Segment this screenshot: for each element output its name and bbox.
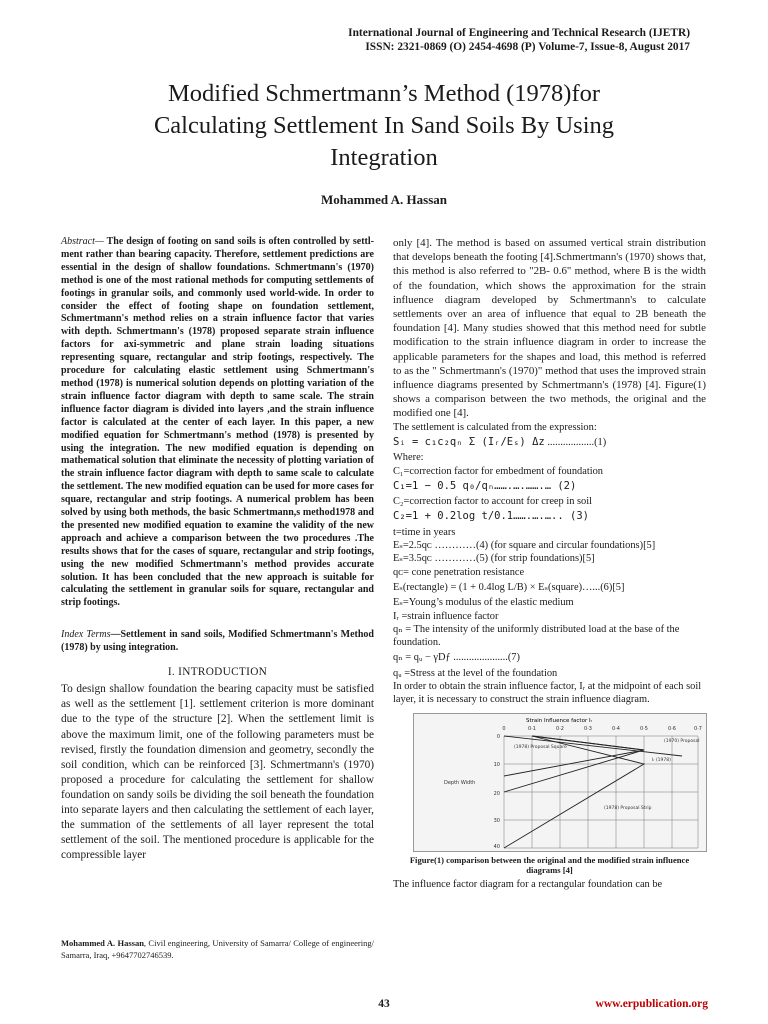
y-tick: 0 (496, 733, 500, 740)
equation-1 (393, 436, 706, 449)
x-tick: 0·4 (612, 725, 620, 732)
continuing-text: The influence factor diagram for a rectangular foundation can be (393, 878, 663, 890)
strain-influence-paragraph: In order to obtain the strain influence factor, Iᵣ at the midpoint of each soil layer, it is necessary to construct the strain influence diagram. (393, 680, 702, 706)
equation-7: qₙ = qᵤ − γDƒ .....................(7) (393, 652, 520, 664)
abstract-lead: Abstract— (61, 236, 104, 247)
x-tick: 0·6 (668, 725, 676, 732)
qu-definition: qᵤ =Stress at the level of the foundation (393, 667, 558, 679)
label-1978-square: (1978) Proposal Square (514, 744, 567, 750)
t-definition: t=time in years (393, 526, 456, 538)
equation-2-formula: C₁=1 − 0.5 q₀/qₙ…….….…….… (2) (393, 479, 577, 492)
index-terms (61, 628, 374, 654)
title-line-1: Modified Schmertmann’s Method (1978)for (167, 80, 601, 107)
author-name: Mohammed A. Hassan (320, 192, 448, 207)
c1-definition: C₁=correction factor for embedment of foundation (393, 465, 604, 477)
title-line-3: Integration (330, 144, 438, 171)
y-axis-label: Depth Width (444, 779, 476, 786)
introduction-text: To design shallow foundation the bearing capacity must be satisfied as well as the settlement [1]. settlement criterion is more dominant due to the type of the structure [2]. When the settlement limit is above the maximum limit, one of the following parameters must be revised, firstly the foundation dimension and geometry, secondly the soil condition, which can be reinforced [3]. Schmertmann's (1970) proposed a procedure for calculating the settlement for shallow foundation on sandy soils be dividing the soil beneath the foundation into separate layers and then calculating the settlement of each layer, the summation of the settlements of all layer represent the total settlement of the soil. The mentioned procedure is applicable for the compressible layer (61, 683, 374, 862)
abstract-text: The design of footing on sand soils is often controlled by settl-ment rather than bearing capacity. Therefore, settlement predictions are essential in the design of shallow foundations. Schmertmann's (1970) method is one of the most rational methods for computing settlements of footings in granular soils, and commonly used world-wide. In order to consider the effect of footing shape on foundation settlement, Schmertmann's method relies on a strain influence factor that varies with depth. Schmertmann's (1978) proposed separate strain influence factors for axi-symmetric and plane strain loading situations representing square, rectangular and strip footings, respectively. The procedure for calculating elastic settlement using Schmertmann's method (1978) is numerical solution depends on plotting variation of the strain influence factor diagram with depth to same scale. The strain influence factor diagram is divided into layers ,and the strain influence factor is calculated at the center of each layer. In this paper, a new modified equation for Schmertmann's method (1978) is presented by using the integration. The new modified equation is depending on mathematical solution that eliminate the necessity of plotting variation of the strain influence factor diagram with depth to same scale to calculate the settlement. The new modified equation can be used for more cases for square, rectangular and strip footings. A numerical problem has been solved by using both methods, the basic Schmertmann,s method1978 and the presented new modified equation to examine the validity of the new approach and achieve a comparison between the two procedures .The results shows that for the cases of square, rectangular and strip footings, using the new modified Schmertmann's method provides accurate solution. It has been concluded that the new approach is suitable for calculating the settlement in granular soils for square, rectangular and strip footings. (61, 236, 374, 609)
paper-title (60, 78, 708, 174)
where-label: Where: (393, 452, 424, 464)
qc-definition: qᴄ= cone penetration resistance (393, 566, 525, 578)
x-tick: 0·3 (584, 725, 592, 732)
index-terms-lead: Index Terms (61, 629, 111, 641)
right-column (393, 236, 706, 891)
journal-issn: ISSN: 2321-0869 (O) 2454-4698 (P) Volume-7, Issue-8, August 2017 (365, 41, 690, 53)
x-tick: 0 (502, 725, 506, 732)
es-definition: Eₛ=Young’s modulus of the elastic medium (393, 597, 574, 609)
section-heading-introduction: I. INTRODUCTION (167, 666, 268, 679)
label-1978-strip: (1978) Proposal Strip (604, 805, 652, 811)
author-footnote (61, 938, 374, 961)
equation-4: Eₛ=2.5qᴄ …………(4) (for square and circular foundations)[5] (393, 540, 656, 552)
footnote-affiliation: , Civil engineering, University of Samarra/ College of engineering/ Samarra, Iraq, +9647702746539. (61, 938, 374, 960)
equation-3-formula: C₂=1 + 0.2log t/0.1…….….….. (3) (393, 510, 589, 523)
x-tick: 0·1 (528, 725, 536, 732)
x-tick: 0·2 (556, 725, 564, 732)
title-line-2: Calculating Settlement In Sand Soils By Using (153, 112, 615, 139)
x-tick: 0·5 (640, 725, 648, 732)
y-tick: 30 (493, 817, 500, 824)
equation-2 (393, 480, 706, 493)
equation-6: Eₛ(rectangle) = (1 + 0.4log L/B) × Eₛ(square)…...(6)[5] (393, 581, 625, 593)
index-terms-text: —Settlement in sand soils, Modified Schmertmann's Method (1978) by using integration. (61, 629, 374, 654)
journal-name: International Journal of Engineering and Technical Research (IJETR) (348, 27, 690, 39)
y-tick: 10 (493, 761, 500, 768)
equation-1-formula: Sᵢ = c₁c₂qₙ Σ (Iᵣ/Eₛ) Δz (393, 435, 545, 448)
figure-1 (413, 713, 707, 852)
figure-title: Strain Influence factor Iᵣ (525, 717, 593, 724)
y-tick: 40 (493, 843, 500, 850)
equation-3 (393, 510, 706, 523)
left-column (61, 236, 374, 863)
figure-1-caption: Figure(1) comparison between the original and the modified strain influence diagrams [4] (409, 854, 690, 876)
journal-header (348, 26, 690, 54)
footnote-author: Mohammed A. Hassan (61, 938, 144, 948)
label-iz-1978: Iᵣ (1978) (652, 757, 671, 763)
abstract (61, 236, 374, 610)
label-1970: (1970) Proposal (664, 738, 700, 744)
qn-definition: qₙ = The intensity of the uniformly distributed load at the base of the foundation. (393, 623, 680, 649)
page-number: 43 (378, 998, 390, 1010)
y-tick: 20 (493, 790, 500, 797)
iz-definition: Iᵣ =strain influence factor (393, 610, 499, 622)
c2-definition: C₂=correction factor to account for creep in soil (393, 496, 593, 508)
publisher-link[interactable]: www.erpublication.org (595, 998, 708, 1010)
settlement-intro: The settlement is calculated from the expression: (393, 421, 597, 433)
method-paragraph: only [4]. The method is based on assumed vertical strain distribution that develops beneath the footing [4].Schmertmann's (1970) shows that, this method is also referred to "2B- 0.6" method, where B is the width of the foundation, which shows the approximation for the strain influence diagram developed by Schmertmann's to calculate settlements over an area of influence that equal to 2B beneath the foundation [4]. Many studies showed that this method need for subtle modification to the strain influence diagram in order to increase the applicable parameters for the shapes and load, this method is referred to as the " Schmertmann's (1970)" method that uses the improved strain influence diagrams presented by Schmertmann's (1978) [4]. Figure(1) shows a comparison between the two methods, the original and the modified one [4]. (393, 237, 706, 420)
equation-5: Eₛ=3.5qᴄ …………(5) (for strip foundations)[5] (393, 553, 595, 565)
figure-1-diagram (414, 714, 706, 851)
equation-1-number: ..................(1) (547, 436, 607, 448)
x-tick: 0·7 (694, 725, 702, 732)
